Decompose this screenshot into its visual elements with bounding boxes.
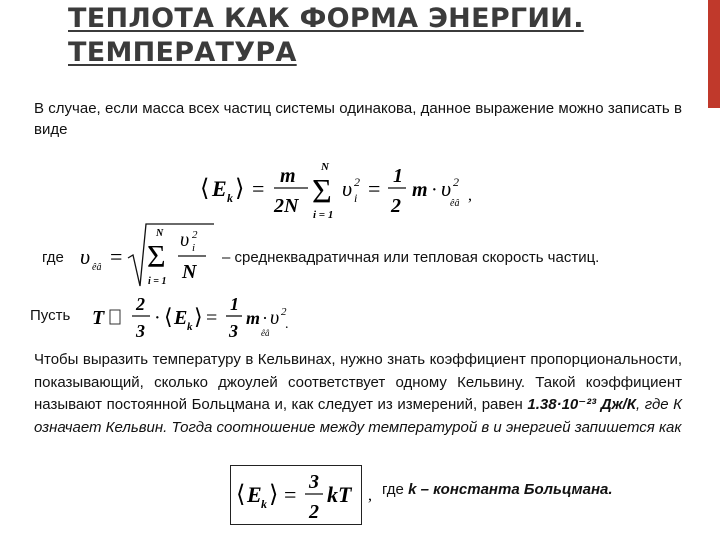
svg-text:N: N — [156, 228, 164, 239]
k-note-bold: k – константа Больцмана. — [408, 481, 613, 498]
svg-text:E: E — [174, 307, 188, 329]
formula-4-comma — [368, 484, 378, 504]
velocity-description: – среднеквадратичная или тепловая скорость частиц. — [222, 249, 600, 266]
svg-text:êâ: êâ — [261, 328, 270, 338]
slide-title — [68, 2, 698, 70]
svg-text:i: i — [354, 191, 358, 205]
svg-text:1: 1 — [393, 165, 403, 187]
svg-text:,: , — [368, 487, 372, 504]
svg-text:2: 2 — [309, 501, 319, 523]
svg-text:Σ: Σ — [147, 238, 166, 274]
where-label: где — [42, 249, 64, 266]
title-line-1: ТЕПЛОТА КАК ФОРМА ЭНЕРГИИ. — [68, 3, 584, 34]
k-note-prefix: где — [382, 481, 409, 498]
svg-text:3: 3 — [136, 321, 145, 341]
boltzmann-value: 1.38·10⁻²³ Дж/К — [527, 396, 636, 413]
svg-text:υ: υ — [342, 176, 353, 201]
svg-text:3: 3 — [309, 471, 319, 493]
svg-text:υ: υ — [270, 307, 280, 329]
kelvin-paragraph — [34, 349, 682, 439]
svg-text:i = 1: i = 1 — [148, 276, 167, 287]
svg-text:N: N — [321, 161, 329, 173]
svg-text:υ: υ — [80, 244, 91, 269]
svg-text:E: E — [247, 482, 262, 507]
svg-text:m: m — [280, 165, 296, 187]
kelvin-text-part1: Чтобы выразить температуру в Кельвинах, нужно знать коэффициент пропорциональности, показывающий, сколько джоулей соответствует одному Кельвину. Такой коэффициент называют постоянной Больцмана и, как следует из измерений, равен — [34, 351, 682, 413]
boltzmann-note — [382, 481, 613, 498]
svg-text:i: i — [192, 242, 196, 254]
svg-text:N: N — [182, 261, 197, 283]
f1-lhs: E — [212, 176, 227, 201]
svg-text:2: 2 — [136, 294, 145, 314]
svg-text:=: = — [110, 244, 123, 269]
svg-text:⟨: ⟨ — [200, 176, 210, 202]
svg-text:k: k — [261, 497, 267, 511]
svg-text:·: · — [154, 307, 161, 329]
svg-text:2: 2 — [354, 175, 360, 189]
svg-text:=: = — [206, 307, 218, 329]
accent-bar — [708, 0, 720, 108]
svg-text:.: . — [285, 317, 289, 332]
formula-energy-sum — [200, 160, 500, 222]
svg-text:=: = — [252, 176, 265, 201]
svg-text:⟩: ⟩ — [194, 304, 203, 329]
svg-text:k: k — [227, 191, 233, 205]
svg-text:k: k — [187, 321, 193, 333]
formula-rms-velocity — [78, 222, 218, 290]
svg-text:υ: υ — [441, 176, 452, 201]
svg-text:m: m — [412, 179, 428, 201]
svg-text:i = 1: i = 1 — [313, 209, 334, 221]
svg-text:·: · — [431, 179, 438, 201]
svg-text:υ: υ — [180, 229, 190, 251]
svg-text:·: · — [262, 308, 268, 328]
svg-text:m: m — [246, 308, 261, 328]
svg-text:êâ: êâ — [450, 198, 460, 209]
svg-text:⟨: ⟨ — [164, 304, 173, 329]
formula-temperature — [90, 292, 290, 344]
svg-text:1: 1 — [230, 294, 239, 314]
kelvin-text-part2: , где К означает Кельвин. Тогда соотношение между температурой в и энергией запишется как — [34, 396, 682, 436]
svg-text:2: 2 — [281, 306, 287, 318]
svg-text:kT: kT — [327, 482, 352, 507]
svg-text:3: 3 — [229, 321, 238, 341]
svg-text:⟨: ⟨ — [236, 482, 246, 508]
svg-text:2: 2 — [453, 175, 459, 189]
svg-text:=: = — [368, 176, 381, 201]
svg-text:T: T — [92, 307, 105, 329]
formula-energy-kT — [236, 468, 366, 524]
title-line-2: ТЕМПЕРАТУРА — [68, 37, 297, 68]
svg-text:2: 2 — [391, 195, 401, 217]
let-label: Пусть — [30, 307, 71, 324]
svg-text:êâ: êâ — [92, 262, 102, 273]
svg-text:Σ: Σ — [312, 173, 332, 210]
svg-text:,: , — [468, 187, 472, 204]
intro-paragraph: В случае, если масса всех частиц системы одинакова, данное выражение можно записать в виде — [34, 100, 682, 138]
svg-text:⟩: ⟩ — [235, 176, 245, 202]
svg-text:⟩: ⟩ — [269, 482, 279, 508]
svg-text:=: = — [284, 482, 297, 507]
svg-text:2: 2 — [192, 229, 198, 241]
svg-text:2N: 2N — [274, 195, 299, 217]
